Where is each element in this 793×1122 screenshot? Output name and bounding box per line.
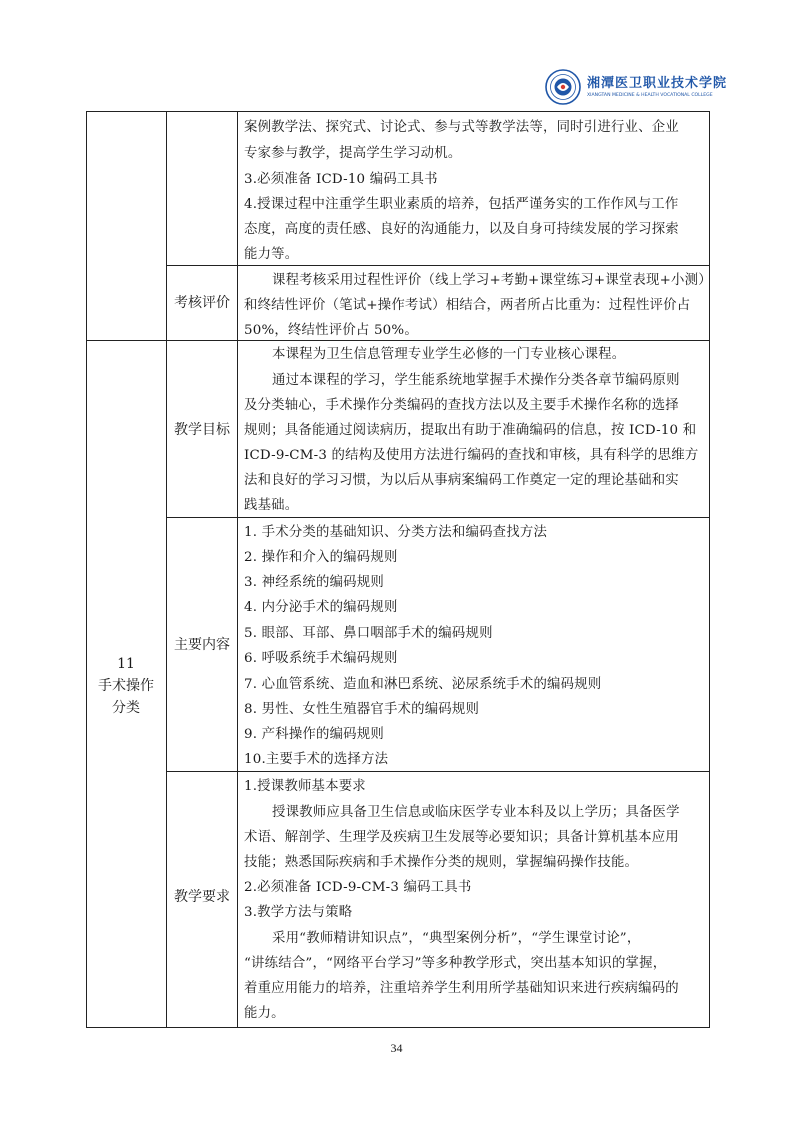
- text-line: 态度，高度的责任感、良好的沟通能力，以及自身可持续发展的学习探索: [244, 222, 679, 237]
- course-number: 11: [117, 656, 135, 672]
- list-item: 6. 呼吸系统手术编码规则: [244, 651, 398, 666]
- logo-english-name: XIANGTAN MEDICINE & HEALTH VOCATIONAL COLLEGE: [587, 92, 713, 98]
- list-item: 10.主要手术的选择方法: [244, 752, 389, 767]
- text-line: 规则；具备能通过阅读病历，提取出有助于准确编码的信息，按 ICD-10 和: [244, 423, 697, 438]
- text-line: 践基础。: [244, 498, 299, 513]
- table-border-bottom: [86, 1027, 710, 1028]
- text-line: 课程考核采用过程性评价（线上学习+考勤+课堂练习+课堂表现+小测）: [272, 273, 712, 288]
- list-item: 7. 心血管系统、造血和淋巴系统、泌尿系统手术的编码规则: [244, 677, 602, 692]
- list-item: 9. 产科操作的编码规则: [244, 727, 384, 742]
- list-item: 8. 男性、女性生殖器官手术的编码规则: [244, 702, 480, 717]
- text-line: 及分类轴心，手术操作分类编码的查找方法以及主要手术操作名称的选择: [244, 398, 679, 413]
- text-line: 术语、解剖学、生理学及疾病卫生发展等必要知识；具备计算机基本应用: [244, 830, 679, 845]
- text-line: 专家参与教学，提高学生学习动机。: [244, 146, 462, 161]
- text-line: 着重应用能力的培养，注重培养学生利用所学基础知识来进行疾病编码的: [244, 981, 679, 996]
- list-item: 2. 操作和介入的编码规则: [244, 550, 398, 565]
- course-name-line1: 手术操作: [98, 678, 154, 694]
- text-line: 案例教学法、探究式、讨论式、参与式等教学法等，同时引进行业、企业: [244, 120, 679, 135]
- table-row-divider: [166, 265, 710, 266]
- table-border-top: [86, 111, 710, 112]
- text-line: 本课程为卫生信息管理专业学生必修的一门专业核心课程。: [272, 347, 626, 362]
- text-line: 采用“教师精讲知识点”，“典型案例分析”，“学生课堂讨论”，: [272, 931, 641, 946]
- table-row-divider: [166, 517, 710, 518]
- page-number: 34: [390, 1041, 403, 1055]
- text-line: 3.教学方法与策略: [244, 905, 353, 920]
- assessment-label: 考核评价: [174, 295, 230, 311]
- table-row-divider: [86, 340, 710, 341]
- list-item: 5. 眼部、耳部、鼻口咽部手术的编码规则: [244, 626, 493, 641]
- text-line: 50%，终结性评价占 50%。: [244, 323, 418, 338]
- table-border-left: [86, 111, 87, 1028]
- text-line: 和终结性评价（笔试+操作考试）相结合，两者所占比重为：过程性评价占: [244, 298, 691, 313]
- college-seal-icon: [545, 69, 581, 105]
- list-item: 3. 神经系统的编码规则: [244, 575, 384, 590]
- table-divider-col2: [237, 111, 238, 1028]
- table-border-right: [709, 111, 710, 1028]
- text-line: 1.授课教师基本要求: [244, 779, 366, 794]
- goals-label: 教学目标: [174, 422, 230, 438]
- course-name-line2: 分类: [112, 700, 140, 716]
- logo-chinese-name: 湘潭医卫职业技术学院: [587, 75, 728, 91]
- text-line: 4.授课过程中注重学生职业素质的培养，包括严谨务实的工作作风与工作: [244, 197, 679, 212]
- table-row-divider: [166, 771, 710, 772]
- text-line: “讲练结合”，“网络平台学习”等多种教学形式，突出基本知识的掌握，: [244, 956, 667, 971]
- text-line: ICD-9-CM-3 的结构及使用方法进行编码的查找和审核，具有科学的思维方: [244, 448, 699, 463]
- college-logo: [545, 68, 728, 106]
- text-line: 通过本课程的学习，学生能系统地掌握手术操作分类各章节编码原则: [272, 373, 680, 388]
- text-line: 3.必须准备 ICD-10 编码工具书: [244, 172, 438, 187]
- text-line: 授课教师应具备卫生信息或临床医学专业本科及以上学历；具备医学: [272, 805, 680, 820]
- text-line: 技能；熟悉国际疾病和手术操作分类的规则，掌握编码操作技能。: [244, 855, 639, 870]
- requirements-label: 教学要求: [174, 889, 230, 905]
- text-line: 能力等。: [244, 247, 299, 262]
- list-item: 1. 手术分类的基础知识、分类方法和编码查找方法: [244, 525, 548, 540]
- text-line: 能力。: [244, 1006, 285, 1021]
- text-line: 2.必须准备 ICD-9-CM-3 编码工具书: [244, 880, 472, 895]
- list-item: 4. 内分泌手术的编码规则: [244, 600, 398, 615]
- content-label: 主要内容: [174, 637, 230, 653]
- text-line: 法和良好的学习习惯，为以后从事病案编码工作奠定一定的理论基础和实: [244, 473, 679, 488]
